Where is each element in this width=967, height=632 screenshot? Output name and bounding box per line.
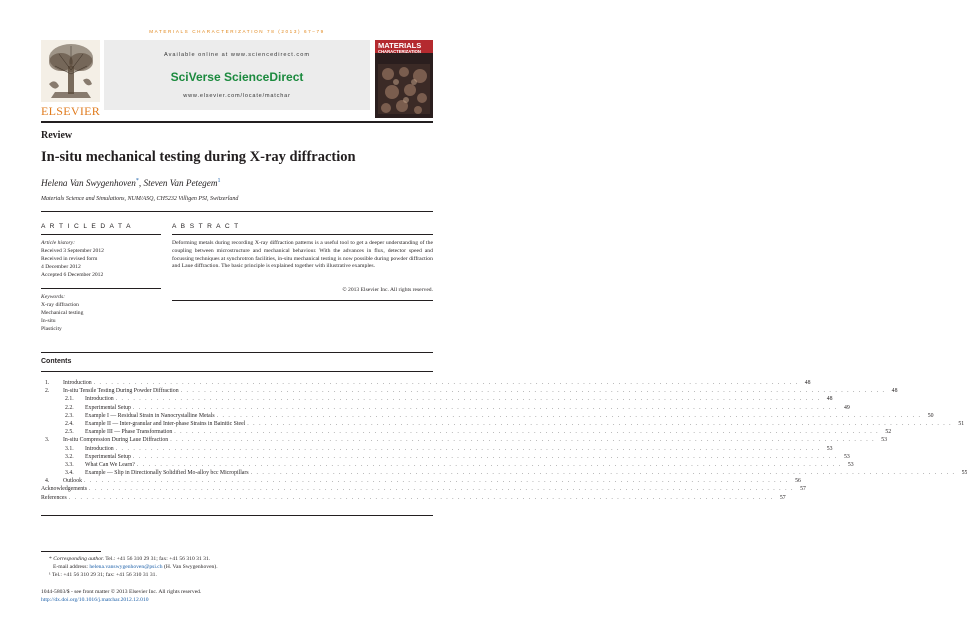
journal-cover[interactable] <box>375 40 433 118</box>
journal-banner <box>104 40 370 110</box>
article-data-rule <box>41 234 161 235</box>
toc-entry[interactable] <box>41 395 833 403</box>
toc-entry-number: 2.4. <box>65 420 74 427</box>
journal-header <box>41 40 433 118</box>
footnote-1: ¹ Tel.: +41 56 310 29 31; fax: +41 56 310 31 31. <box>49 572 157 578</box>
toc-entry[interactable] <box>41 445 833 453</box>
toc-entry-title: In-situ Tensile Testing During Powder Diffraction <box>63 388 179 395</box>
cover-title-line-2: CHARACTERIZATION <box>378 49 421 54</box>
cover-title <box>378 42 421 54</box>
article-history <box>41 239 161 279</box>
copyright-notice: © 2013 Elsevier Inc. All rights reserved. <box>342 287 433 293</box>
toc-entry-page: 53 <box>826 445 833 452</box>
toc-entry-number: 3. <box>45 437 50 444</box>
elsevier-logo[interactable] <box>41 40 100 118</box>
author-separator: , <box>138 178 144 189</box>
issn-line: 1044-5803/$ - see front matter © 2013 Elsevier Inc. All rights reserved. <box>41 589 202 595</box>
toc-leader-dots: . . . . . . . . . . . . . . . . . . . . . . . . . . . . . . . . . . . . . . . . . . . . . . . . . . . . . . . . . . . . . . . . . . . . . . . . . . . . . . . . . . . . . . . . . . . . . . . . . . . . . . . . . . . . . . . . . . . . . . . . <box>170 437 876 444</box>
toc-entry-title: Introduction <box>85 445 114 452</box>
history-line: Received 3 September 2012 <box>41 248 104 254</box>
toc-entry-page: 52 <box>885 429 892 436</box>
toc-entry-title: Example III — Phase Transformation <box>85 429 173 436</box>
article-data-heading: A R T I C L E D A T A <box>41 223 132 230</box>
toc-leader-dots: . . . . . . . . . . . . . . . . . . . . . . . . . . . . . . . . . . . . . . . . . . . . . . . . . . . . . . . . . . . . . . . . . . . . . . . . . . . . . . . . . . . . . . . . . . . . . . . . . . . . . . . . . . . . . . . . . . . . . . . . <box>115 445 821 452</box>
toc-leader-dots: . . . . . . . . . . . . . . . . . . . . . . . . . . . . . . . . . . . . . . . . . . . . . . . . . . . . . . . . . . . . . . . . . . . . . . . . . . . . . . . . . . . . . . . . . . . . . . . . . . . . . . . . . . . . . . . . . . . . . . . . <box>136 461 842 468</box>
section-divider <box>41 211 433 212</box>
toc-entry-title: References <box>41 494 67 501</box>
toc-entry-title: Outlook <box>63 478 83 485</box>
toc-leader-dots: . . . . . . . . . . . . . . . . . . . . . . . . . . . . . . . . . . . . . . . . . . . . . . . . . . . . . . . . . . . . . . . . . . . . . . . . . . . . . . . . . . . . . . . . . . . . . . . . . . . . . . . . . . . . . . . . . . . . . . . . <box>132 453 838 460</box>
toc-entry-title: Introduction <box>85 396 114 403</box>
abstract-rule <box>172 234 433 235</box>
email-tail: (H. Van Swygenhoven). <box>162 564 218 570</box>
toc-entry-number: 3.3. <box>65 461 74 468</box>
author-2-mark[interactable]: 1 <box>217 178 221 184</box>
toc-entry-title: Experimental Setup <box>85 453 131 460</box>
article-type: Review <box>41 130 73 141</box>
toc-entry[interactable] <box>41 436 888 444</box>
toc-entry-number: 2.5. <box>65 429 74 436</box>
keyword[interactable]: Plasticity <box>41 326 62 332</box>
abstract-text: Deforming metals during recording X-ray diffraction patterns is a useful tool to get a deeper understanding of the coupling between microstructure and mechanical behaviour. With the advances in flux, detector speed and focussing techniques at synchrotron facilities, in-situ mechanical testing is now possible during powder diffraction and Laue diffraction. The basic principle is explained together with illustrative examples. <box>172 240 433 270</box>
toc-leader-dots: . . . . . . . . . . . . . . . . . . . . . . . . . . . . . . . . . . . . . . . . . . . . . . . . . . . . . . . . . . . . . . . . . . . . . . . . . . . . . . . . . . . . . . . . . . . . . . . . . . . . . . . . . . . . . . . . . . . . . . . . <box>93 380 799 386</box>
toc-leader-dots: . . . . . . . . . . . . . . . . . . . . . . . . . . . . . . . . . . . . . . . . . . . . . . . . . . . . . . . . . . . . . . . . . . . . . . . . . . . . . . . . . . . . . . . . . . . . . . . . . . . . . . . . . . . . . . . . . . . . . . . . <box>250 470 956 477</box>
toc-leader-dots: . . . . . . . . . . . . . . . . . . . . . . . . . . . . . . . . . . . . . . . . . . . . . . . . . . . . . . . . . . . . . . . . . . . . . . . . . . . . . . . . . . . . . . . . . . . . . . . . . . . . . . . . . . . . . . . . . . . . . . . . <box>216 412 922 419</box>
toc-entry-title: Introduction <box>63 380 92 386</box>
toc-entry-number: 3.1. <box>65 445 74 452</box>
toc-entry-page: 56 <box>795 478 801 485</box>
toc-entry[interactable] <box>41 412 934 420</box>
toc-leader-dots: . . . . . . . . . . . . . . . . . . . . . . . . . . . . . . . . . . . . . . . . . . . . . . . . . . . . . . . . . . . . . . . . . . . . . . . . . . . . . . . . . . . . . . . . . . . . . . . . . . . . . . . . . . . . . . . . . . . . . . . . <box>180 388 886 395</box>
keywords-label: Keywords: <box>41 294 66 300</box>
toc-entry-number: 2. <box>45 388 50 395</box>
header-divider <box>41 121 433 123</box>
journal-reference: MATERIALS CHARACTERIZATION 78 (2013) 67–79 <box>149 29 325 34</box>
email-note <box>41 563 433 571</box>
author-list <box>41 178 220 188</box>
toc-entry-page: 51 <box>958 420 965 427</box>
toc-entry-page: 49 <box>843 404 850 411</box>
author-1-mark[interactable]: * <box>135 178 139 184</box>
toc-leader-dots: . . . . . . . . . . . . . . . . . . . . . . . . . . . . . . . . . . . . . . . . . . . . . . . . . . . . . . . . . . . . . . . . . . . . . . . . . . . . . . . . . . . . . . . . . . . . . . . . . . . . . . . . . . . . . . . . . . . . . . . . <box>132 404 838 411</box>
issn-block <box>41 588 201 604</box>
toc-entry[interactable] <box>41 379 811 387</box>
toc-entry-title: Example II — Inter-granular and Inter-phase Strains in Bainitic Steel <box>85 420 246 427</box>
toc-entry-page: 48 <box>804 380 811 386</box>
footnote-rule <box>41 551 101 552</box>
toc-leader-dots: . . . . . . . . . . . . . . . . . . . . . . . . . . . . . . . . . . . . . . . . . . . . . . . . . . . . . . . . . . . . . . . . . . . . . . . . . . . . . . . . . . . . . . . . . . . . . . . . . . . . . . . . . . . . . . . . . . . . . . . . <box>84 478 789 485</box>
footnotes <box>41 555 433 579</box>
cover-title-line-1: MATERIALS <box>378 41 422 50</box>
contents-rule <box>41 371 433 372</box>
toc-entry[interactable] <box>41 469 967 477</box>
keyword[interactable]: X-ray diffraction <box>41 302 79 308</box>
toc-entry-title: Acknowledgements <box>41 486 88 493</box>
toc-entry-title: Example — Slip in Directionally Solidified Mo-alloy bcc Micropillars <box>85 470 249 477</box>
toc-leader-dots: . . . . . . . . . . . . . . . . . . . . . . . . . . . . . . . . . . . . . . . . . . . . . . . . . . . . . . . . . . . . . . . . . . . . . . . . . . . . . . . . . . . . . . . . . . . . . . . . . . . . . . . . . . . . . . . . . . . . . . . . <box>174 429 880 436</box>
keyword[interactable]: Mechanical testing <box>41 310 84 316</box>
table-of-contents <box>41 352 967 516</box>
abstract-end-rule <box>172 300 433 301</box>
toc-entry-page: 48 <box>826 396 833 403</box>
contents-list <box>41 379 967 502</box>
journal-homepage-link[interactable]: www.elsevier.com/locate/matchar <box>183 93 291 99</box>
toc-entry-page: 53 <box>881 437 888 444</box>
history-line: Accepted 6 December 2012 <box>41 272 104 278</box>
keywords <box>41 293 161 333</box>
toc-entry-page: 53 <box>843 453 850 460</box>
toc-entry-number: 1. <box>45 380 50 386</box>
toc-entry[interactable] <box>41 387 898 395</box>
toc-entry[interactable] <box>41 477 801 485</box>
doi-link[interactable]: http://dx.doi.org/10.1016/j.matchar.2012.12.010 <box>41 597 149 603</box>
toc-entry-title: In-situ Compression During Laue Diffraction <box>63 437 169 444</box>
toc-entry[interactable] <box>41 461 854 469</box>
toc-entry-number: 4. <box>45 478 50 485</box>
corresponding-author-note <box>41 555 433 563</box>
article-title: In-situ mechanical testing during X-ray diffraction <box>41 149 356 165</box>
toc-entry-number: 3.4. <box>65 470 74 477</box>
toc-leader-dots: . . . . . . . . . . . . . . . . . . . . . . . . . . . . . . . . . . . . . . . . . . . . . . . . . . . . . . . . . . . . . . . . . . . . . . . . . . . . . . . . . . . . . . . . . . . . . . . . . . . . . . . . . . . . . . . . . . . . . . . . <box>115 396 821 403</box>
toc-entry[interactable] <box>41 404 850 412</box>
toc-entry-page: 48 <box>891 388 898 395</box>
email-link[interactable]: helena.vanswygenhoven@psi.ch <box>89 564 163 570</box>
corresponding-mark: * <box>49 556 52 562</box>
availability-text: Available online at www.sciencedirect.com <box>164 52 310 58</box>
history-line: 4 December 2012 <box>41 264 81 270</box>
toc-entry-title: Example I — Residual Strain in Nanocrystalline Metals <box>85 412 215 419</box>
toc-entry-page: 57 <box>779 494 786 501</box>
toc-entry-number: 2.3. <box>65 412 74 419</box>
corresponding-label: Corresponding author. <box>53 556 104 562</box>
affiliation: Materials Science and Simulations, NUM/ASQ, CH5232 Villigen PSI, Switzerland <box>41 196 239 202</box>
contents-heading: Contents <box>41 358 72 365</box>
history-line: Received in revised form <box>41 256 98 262</box>
publisher-wordmark: ELSEVIER <box>41 104 101 118</box>
toc-leader-dots: . . . . . . . . . . . . . . . . . . . . . . . . . . . . . . . . . . . . . . . . . . . . . . . . . . . . . . . . . . . . . . . . . . . . . . . . . . . . . . . . . . . . . . . . . . . . . . . . . . . . . . . . . . . . . . . . . . . . . . . . <box>247 420 953 427</box>
toc-entry-number: 2.1. <box>65 396 74 403</box>
toc-leader-dots: . . . . . . . . . . . . . . . . . . . . . . . . . . . . . . . . . . . . . . . . . . . . . . . . . . . . . . . . . . . . . . . . . . . . . . . . . . . . . . . . . . . . . . . . . . . . . . . . . . . . . . . . . . . . . . . . . . . . . . . . <box>68 494 774 501</box>
corresponding-contact: Tel.: +41 56 310 29 31; fax: +41 56 310 31 31. <box>103 556 211 562</box>
toc-entry[interactable] <box>41 420 965 428</box>
toc-entry-page: 53 <box>847 461 854 468</box>
toc-entry-page: 57 <box>800 486 806 493</box>
toc-entry-number: 2.2. <box>65 404 74 411</box>
history-label: Article history: <box>41 240 76 246</box>
toc-entry-title: Experimental Setup <box>85 404 131 411</box>
sciencedirect-logo[interactable]: SciVerse ScienceDirect <box>170 70 304 84</box>
author-1[interactable]: Helena Van Swygenhoven <box>41 178 136 189</box>
toc-entry-number: 3.2. <box>65 453 74 460</box>
author-2[interactable]: Steven Van Petegem <box>143 178 218 189</box>
toc-entry[interactable] <box>41 494 786 502</box>
toc-entry-page: 50 <box>927 412 934 419</box>
keywords-rule <box>41 288 161 289</box>
toc-entry[interactable] <box>41 453 850 461</box>
toc-entry[interactable] <box>41 428 892 436</box>
toc-leader-dots: . . . . . . . . . . . . . . . . . . . . . . . . . . . . . . . . . . . . . . . . . . . . . . . . . . . . . . . . . . . . . . . . . . . . . . . . . . . . . . . . . . . . . . . . . . . . . . . . . . . . . . . . . . . . . . . . . . . . . . . . <box>89 486 794 493</box>
toc-entry[interactable] <box>41 485 806 493</box>
email-label: E-mail address: <box>53 564 90 570</box>
toc-entry-title: What Can We Learn? <box>85 461 135 468</box>
cover-image <box>378 64 430 114</box>
toc-entry-page: 55 <box>961 470 967 477</box>
keyword[interactable]: In-situ <box>41 318 56 324</box>
abstract-heading: A B S T R A C T <box>172 223 240 230</box>
elsevier-tree-icon <box>41 40 100 102</box>
